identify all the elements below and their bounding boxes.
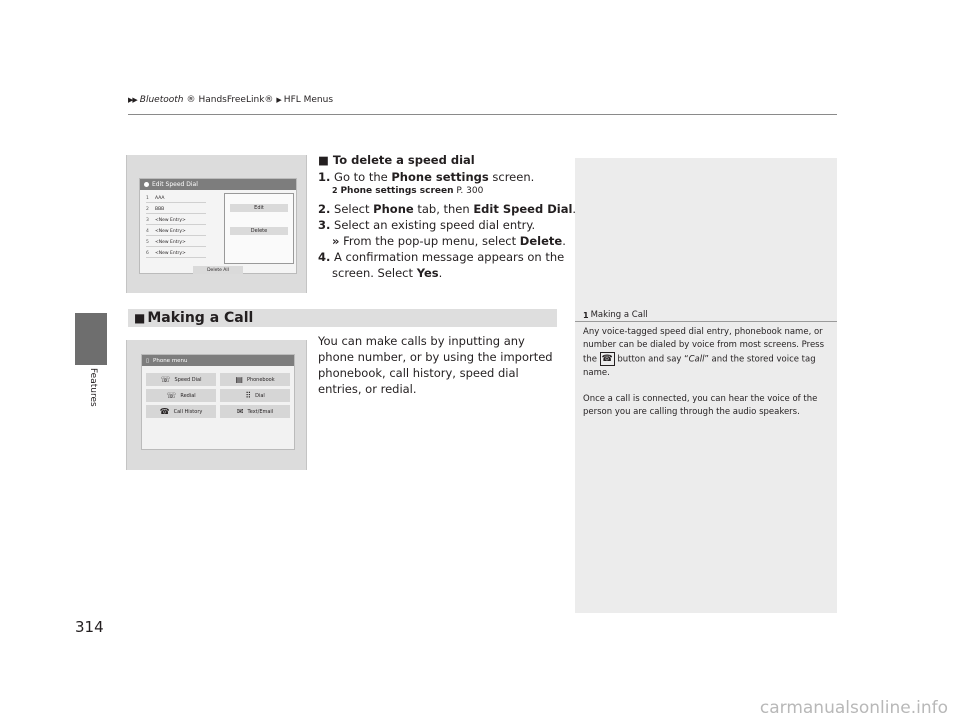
- watermark: carmanualsonline.info: [759, 698, 948, 718]
- step-3: 3. Select an existing speed dial entry.: [318, 218, 536, 232]
- speed-dial-entry: 4 <New Entry>: [146, 228, 206, 236]
- chapter-label: Features: [88, 368, 98, 407]
- pm-call-history: ☎ Call History: [146, 405, 216, 418]
- popup-delete-button: Delete: [230, 227, 288, 235]
- arrow-icon: ▶: [276, 96, 281, 104]
- breadcrumb-hfl: HandsFreeLink®: [198, 95, 274, 105]
- delete-all-button: Delete All: [193, 266, 243, 274]
- phone-menu-screenshot: [126, 340, 307, 470]
- pm-title-bar: ▯ Phone menu: [142, 355, 294, 366]
- speed-dial-icon: ☏: [160, 375, 171, 384]
- pm-phonebook: ▤ Phonebook: [220, 373, 290, 386]
- esd-title-bar: [140, 179, 296, 190]
- note-rule: [575, 321, 837, 322]
- step-3-sub: » From the pop-up menu, select Delete.: [332, 234, 566, 248]
- text-email-icon: ✉: [236, 407, 244, 416]
- double-arrow-icon: ▶▶: [128, 96, 137, 104]
- note-text: Any voice-tagged speed dial entry, phonebook name, or number can be dialed by voice from most screens. Press the ☎ button and say “Call” and the stored voice tag name. Once a call is connected, you can hear the voice of the person you are calling through the audio speakers.: [583, 327, 825, 417]
- popup-edit-button: Edit: [230, 204, 288, 212]
- speed-dial-entry: 5 <New Entry>: [146, 239, 206, 247]
- edit-speed-dial-screenshot: [126, 155, 307, 293]
- pm-redial: ☏ Redial: [146, 389, 216, 402]
- delete-speed-dial-heading: ■ To delete a speed dial: [318, 153, 475, 167]
- esd-title: Edit Speed Dial: [152, 181, 198, 188]
- breadcrumb: [128, 95, 333, 105]
- step-4: 4. A confirmation message appears on the: [318, 250, 565, 264]
- cross-reference: 2 Phone settings screen P. 300: [332, 186, 484, 196]
- making-a-call-body: You can make calls by inputting any phone number, or by using the imported phonebook, call history, speed dial entries, or redial.: [318, 334, 553, 396]
- pm-text-email: ✉ Text/Email: [220, 405, 290, 418]
- breadcrumb-hfl-menus: HFL Menus: [283, 95, 334, 105]
- chapter-tab: [75, 313, 107, 365]
- edit-speed-dial-screen: [139, 178, 297, 274]
- page-number: 314: [75, 618, 104, 636]
- speed-dial-entry: 2 BBB: [146, 206, 206, 214]
- redial-icon: ☏: [166, 391, 177, 400]
- phone-icon: ▯: [146, 357, 150, 364]
- phonebook-icon: ▤: [235, 375, 243, 384]
- speed-dial-entry: 3 <New Entry>: [146, 217, 206, 225]
- back-icon: [144, 182, 149, 187]
- speed-dial-entry: 1 AAA: [146, 195, 206, 203]
- call-history-icon: ☎: [159, 407, 170, 416]
- step-4-cont: screen. Select Yes.: [332, 266, 443, 280]
- step-2: 2. Select Phone tab, then Edit Speed Dial.: [318, 202, 577, 216]
- registered-mark: ®: [186, 95, 196, 105]
- step-1: 1. Go to the Phone settings screen.: [318, 170, 535, 184]
- speed-dial-entry: 6 <New Entry>: [146, 250, 206, 258]
- talk-button-icon: ☎: [601, 354, 613, 364]
- pm-dial: ⠿ Dial: [220, 389, 290, 402]
- breadcrumb-bluetooth: Bluetooth: [139, 95, 184, 105]
- sub-arrow-icon: »: [332, 234, 340, 248]
- popup-menu: [224, 193, 294, 264]
- phone-menu-screen: [141, 354, 295, 450]
- making-a-call-heading: ■ Making a Call: [128, 309, 557, 327]
- pm-speed-dial: ☏ Speed Dial: [146, 373, 216, 386]
- dial-icon: ⠿: [245, 391, 252, 400]
- note-title: 1 Making a Call: [583, 310, 648, 320]
- header-rule: [128, 114, 837, 115]
